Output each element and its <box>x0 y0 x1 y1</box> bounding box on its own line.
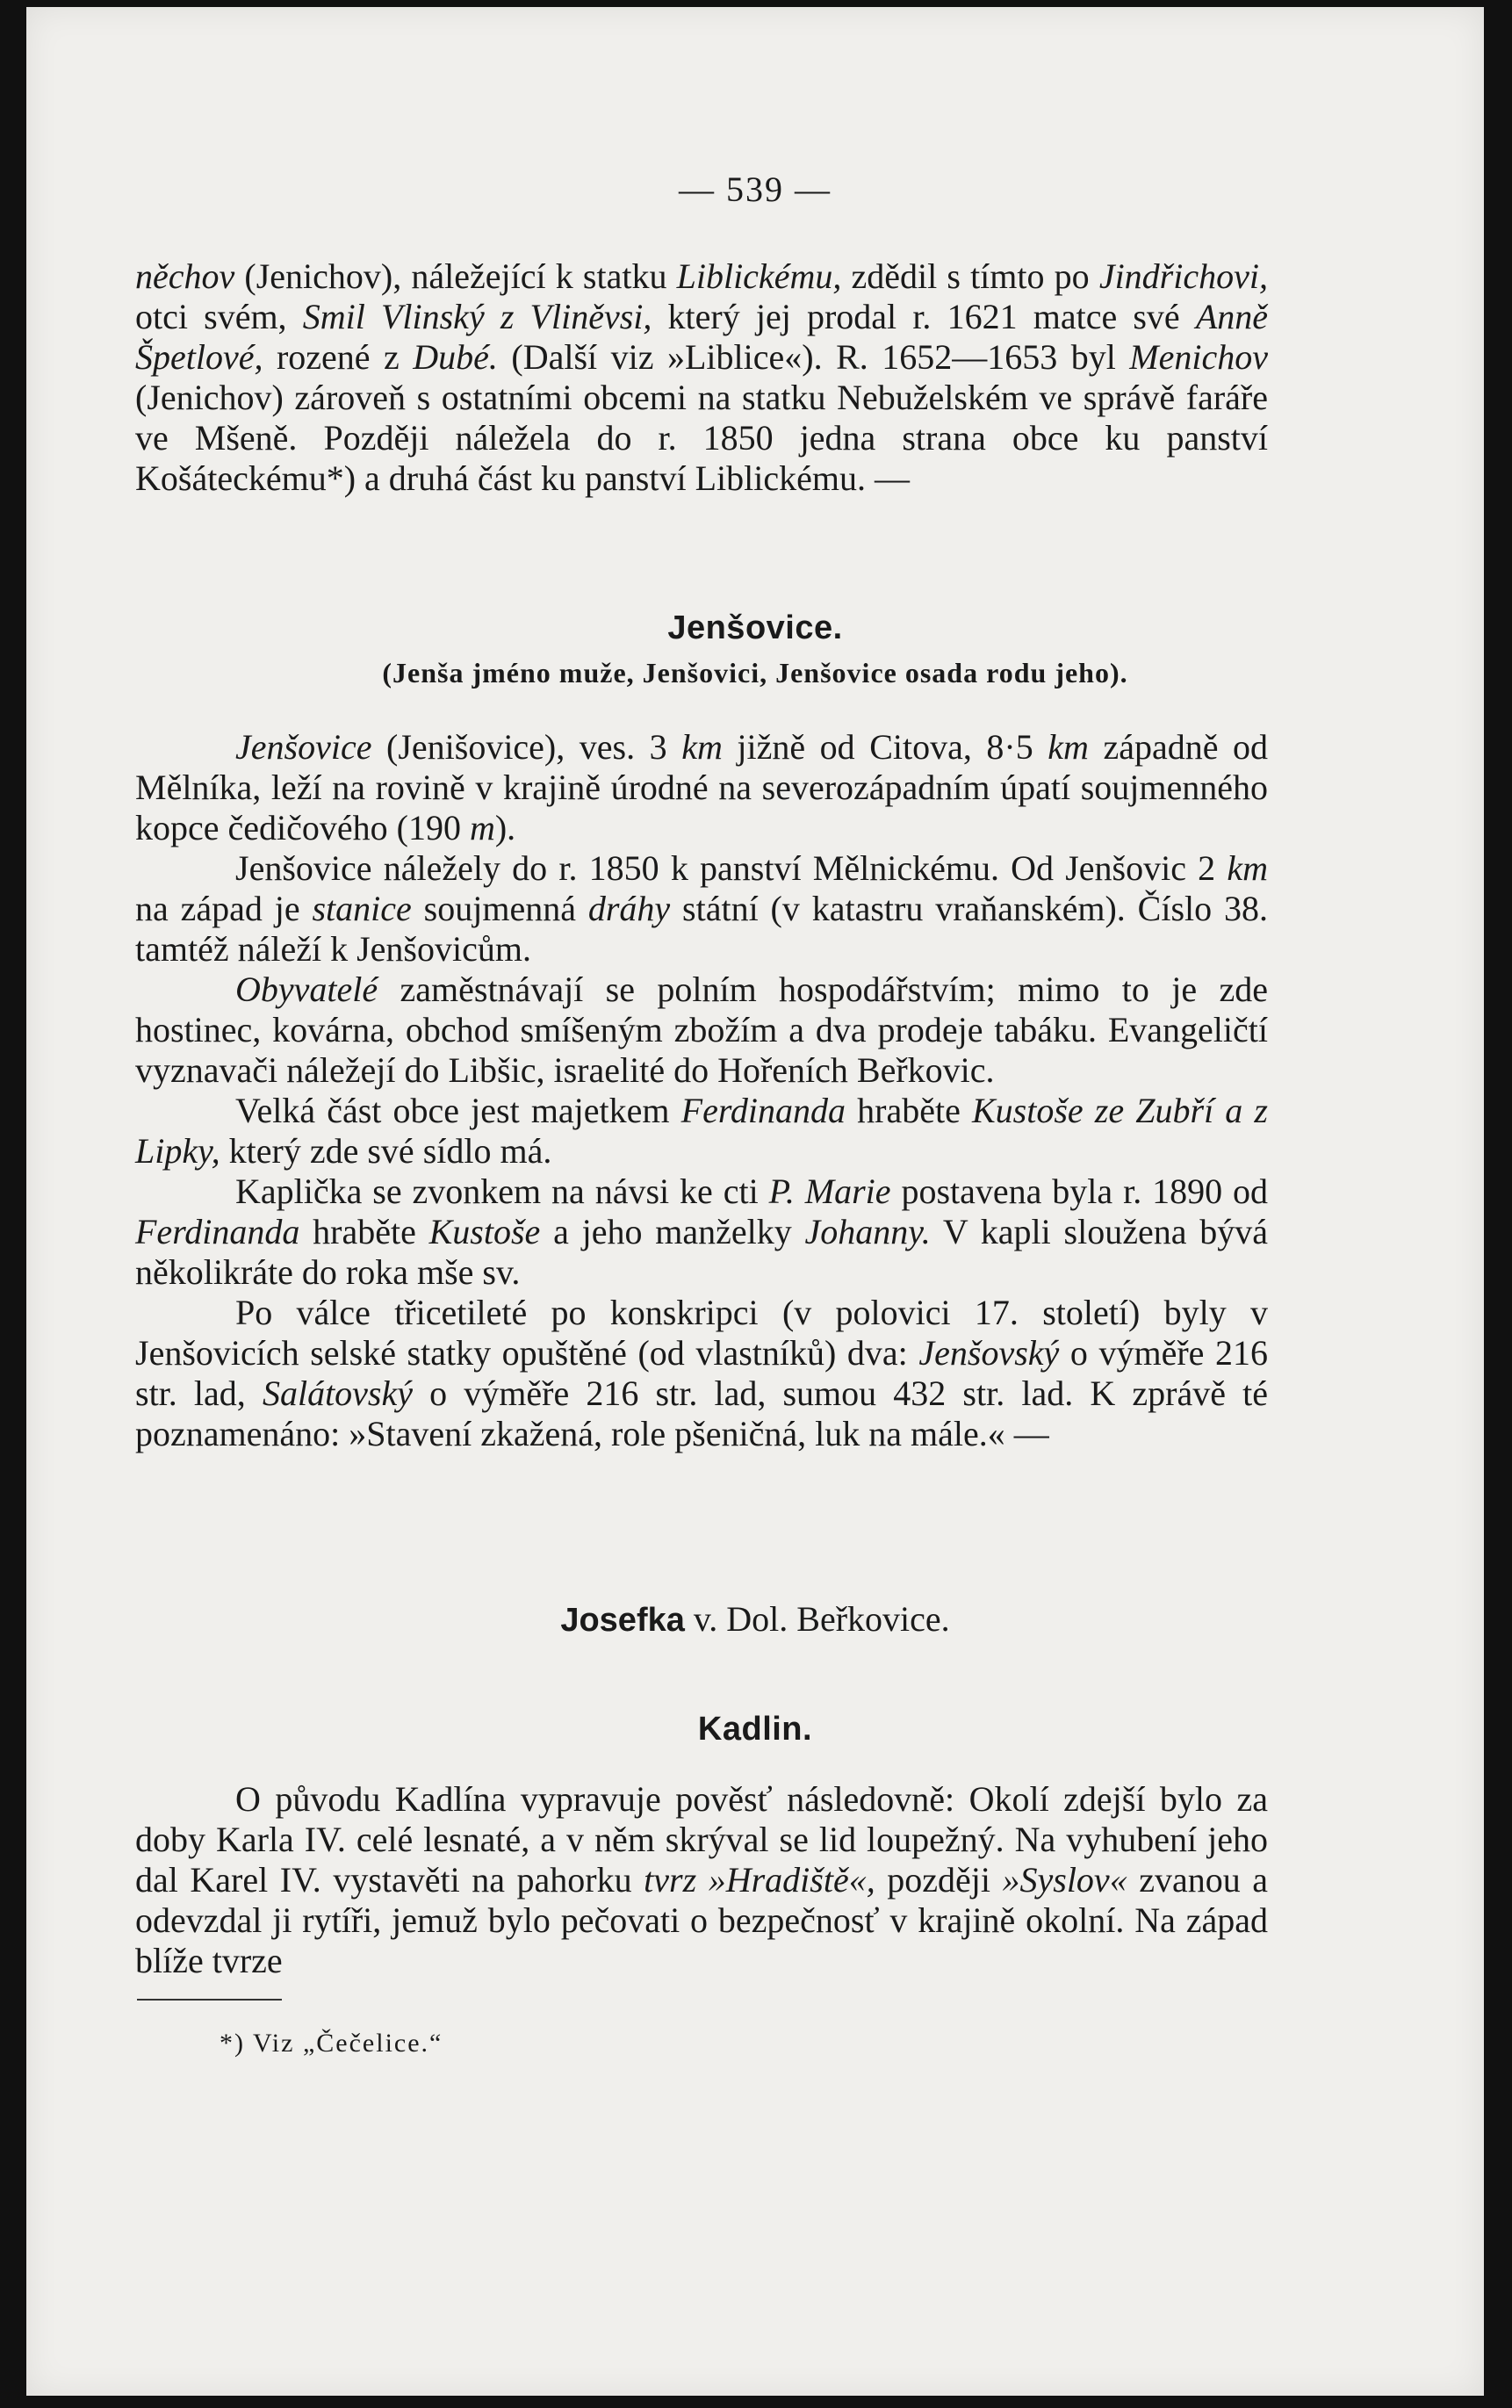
text-run: postavena byla r. 1890 od <box>890 1172 1269 1211</box>
jensovice-paragraph <box>135 1293 1268 1454</box>
jensovice-paragraph <box>135 1172 1268 1293</box>
italic-run: Liblickému, <box>676 256 842 296</box>
italic-run: Salátovský <box>262 1373 414 1413</box>
text-run: hraběte <box>846 1091 972 1130</box>
text-run: později <box>875 1860 1003 1900</box>
italic-run: Jindřichovi, <box>1098 256 1268 296</box>
text-run: který jej prodal r. 1621 matce své <box>652 297 1196 336</box>
text-run: (Jenišovice), ves. 3 <box>371 727 682 767</box>
italic-run: tvrz »Hradiště«, <box>644 1860 875 1900</box>
text-run: rozené z <box>263 337 414 377</box>
text-run: který zde své sídlo má. <box>220 1131 552 1171</box>
text-run: zaměstnávají se polním hospodářstvím; mimo to je zde hostinec, kovárna, obchod smíšeným zbožím a dva prodeje tabáku. Evangeličtí vyznavači náležejí do Libšic, israelité do Hořeních Beřkovic. <box>135 970 1268 1090</box>
josefka-entry <box>26 1598 1484 1640</box>
text-run: státní (v katastru vraňanském). Číslo 38. tamtéž náleží k Jenšovicům. <box>135 889 1268 969</box>
italic-run: Jenšovice <box>235 727 372 767</box>
italic-run: P. Marie <box>768 1172 891 1211</box>
text-run: západně od Mělníka, leží na rovině v krajině úrodné na severozápadním úpatí soujmenného kopce čedičového (190 <box>135 727 1269 847</box>
italic-run: Anně Špetlové, <box>135 297 1268 377</box>
italic-run: Kustoše <box>428 1212 541 1251</box>
jensovice-paragraph <box>135 727 1268 848</box>
jensovice-paragraph <box>135 1091 1268 1172</box>
text-run: o výměře 216 str. lad, <box>135 1333 1268 1413</box>
italic-run: Dubé. <box>413 337 498 377</box>
footnote: *) Viz „Čečelice.“ <box>220 2029 443 2058</box>
italic-run: Jenšovský <box>918 1333 1060 1373</box>
text-run: (Další viz »Liblice«). R. 1652—1653 byl <box>497 337 1130 377</box>
josefka-headword: Josefka <box>560 1602 685 1639</box>
text-run: (Jenichov) zároveň s ostatními obcemi na statku Nebuželském ve správě faráře ve Mšeně. Později náležela do r. 1850 jedna strana obce ku panství Košáteckému*) a druhá část ku panství Liblickému. — <box>135 378 1268 498</box>
text-run: V kapli sloužena bývá několikráte do roka mše sv. <box>135 1212 1268 1292</box>
italic-run: m <box>469 808 495 847</box>
italic-run: stanice <box>312 889 412 928</box>
italic-run: km <box>1048 727 1089 767</box>
text-run: otci svém, <box>135 297 303 336</box>
book-page <box>26 7 1484 2396</box>
jensovice-heading: Jenšovice. <box>667 609 843 646</box>
italic-run: Obyvatelé <box>235 970 378 1009</box>
text-run: (Jenichov), náležející k statku <box>234 256 677 296</box>
text-run: zvanou a odevzdal ji rytíři, jemuž bylo pečovati o bezpečnosť v krajině okolní. Na západ blíže tvrze <box>135 1860 1269 1980</box>
intro-paragraph <box>135 256 1268 499</box>
italic-run: km <box>681 727 723 767</box>
italic-run: Johanny. <box>804 1212 931 1251</box>
intro-block <box>135 256 1268 499</box>
page-number: — 539 — <box>679 169 832 209</box>
text-run: O původu Kadlína vypravuje pověsť následovně: Okolí zdejší bylo za doby Karla IV. celé lesnaté, a v něm skrýval se lid loupežný. Na vyhubení jeho dal Karel IV. vystavěti na pahorku <box>135 1779 1268 1900</box>
italic-run: Menichov <box>1129 337 1268 377</box>
jensovice-subtitle: (Jenša jméno muže, Jenšovici, Jenšovice osada rodu jeho). <box>382 657 1128 689</box>
kadlin-heading: Kadlin. <box>697 1711 813 1748</box>
italic-run: něchov <box>135 256 235 296</box>
jensovice-paragraph <box>135 848 1268 970</box>
josefka-reference: v. Dol. Beřkovice. <box>684 1599 950 1639</box>
italic-run: Ferdinanda <box>135 1212 300 1251</box>
text-run: hraběte <box>299 1212 429 1251</box>
italic-run: Smil Vlinský z Vliněvsi, <box>302 297 652 336</box>
text-run: Jenšovice náležely do r. 1850 k panství Mělnickému. Od Jenšovic 2 <box>235 848 1228 888</box>
text-run: o výměře 216 str. lad, sumou 432 str. lad. K zprávě té poznamenáno: »Stavení zkažená, role pšeničná, luk na mále.« — <box>135 1373 1268 1453</box>
kadlin-paragraph <box>135 1779 1268 1981</box>
footnote-rule <box>137 1999 282 2001</box>
text-run: Po válce třicetileté po konskripci (v polovici 17. století) byly v Jenšovicích selské statky opuštěné (od vlastníků) dva: <box>135 1293 1268 1373</box>
text-run: Velká část obce jest majetkem <box>235 1091 681 1130</box>
italic-run: Ferdinanda <box>680 1091 846 1130</box>
text-run: na západ je <box>135 889 313 928</box>
text-run: jižně od Citova, 8·5 <box>722 727 1048 767</box>
kadlin-block <box>135 1779 1268 1981</box>
text-run: Kaplička se zvonkem na návsi ke cti <box>235 1172 769 1211</box>
text-run: soujmenná <box>411 889 588 928</box>
italic-run: »Syslov« <box>1002 1860 1127 1900</box>
italic-run: Kustoše ze Zubří a z Lipky, <box>135 1091 1268 1171</box>
text-run: a jeho manželky <box>540 1212 805 1251</box>
jensovice-paragraph <box>135 970 1268 1091</box>
italic-run: dráhy <box>587 889 671 928</box>
italic-run: km <box>1227 848 1268 888</box>
jensovice-block <box>135 727 1268 1454</box>
text-run: ). <box>494 808 516 847</box>
text-run: zdědil s tímto po <box>841 256 1099 296</box>
